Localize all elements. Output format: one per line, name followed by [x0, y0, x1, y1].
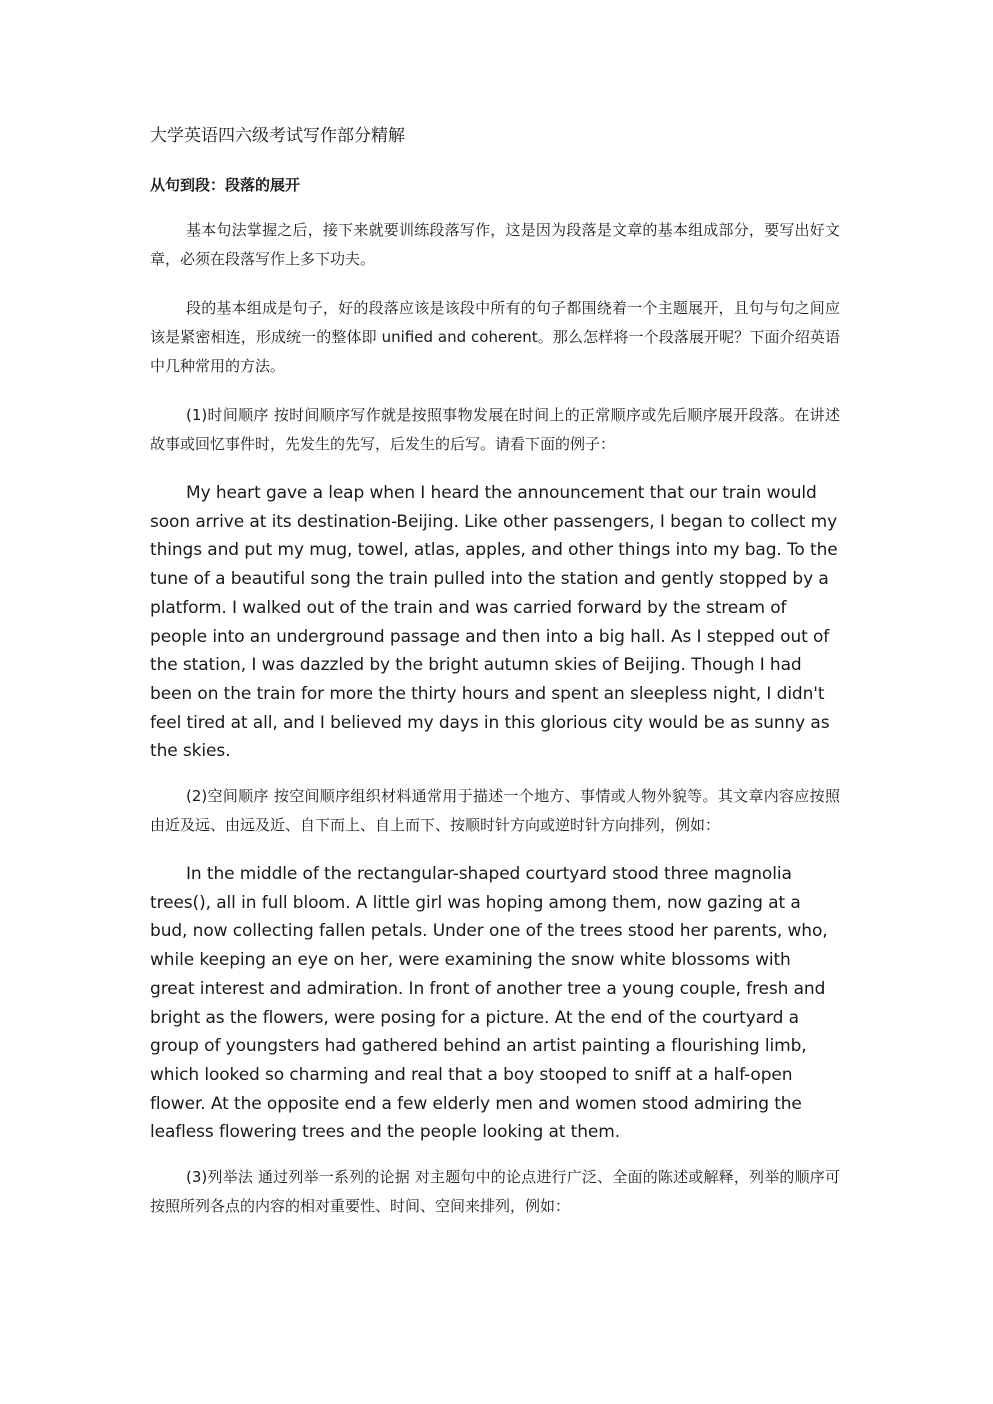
- example-space-order: In the middle of the rectangular-shaped courtyard stood three magnolia trees(), all in full bloom. A little girl was hoping among them, now gazing at a bud, now collecting fallen petals. Under one of the trees stood her parents, who, while keeping an eye on her, were examining the snow white blossoms with great interest and admiration. In front of another tree a young couple, fresh and bright as the flowers, were posing for a picture. At the end of the courtyard a group of youngsters had gathered behind an artist painting a flourishing limb, which looked so charming and real that a boy stooped to sniff at a half-open flower. At the opposite end a few elderly men and women stood admiring the leafless flowering trees and the people looking at them.: [150, 864, 828, 1143]
- paragraph-intro: 基本句法掌握之后，接下来就要训练段落写作，这是因为段落是文章的基本组成部分，要写出好文章，必须在段落写作上多下功夫。: [150, 221, 840, 268]
- paragraph-structure: 段的基本组成是句子，好的段落应该是该段中所有的句子都围绕着一个主题展开，且句与句之间应该是紧密相连，形成统一的整体即 unified and coherent。那么怎样将一个段落展开呢？下面介绍英语中几种常用的方法。: [150, 299, 840, 375]
- paragraph-time-order: (1)时间顺序 按时间顺序写作就是按照事物发展在时间上的正常顺序或先后顺序展开段落。在讲述故事或回忆事件时，先发生的先写，后发生的后写。请看下面的例子：: [150, 406, 840, 453]
- paragraph-enumeration: (3)列举法 通过列举一系列的论据 对主题句中的论点进行广泛、全面的陈述或解释，列举的顺序可按照所列各点的内容的相对重要性、时间、空间来排列，例如：: [150, 1168, 840, 1216]
- document-title: 大学英语四六级考试写作部分精解: [150, 126, 405, 146]
- example-time-order: My heart gave a leap when I heard the announcement that our train would soon arrive at its destination-Beijing. Like other passengers, I began to collect my things and put my mug, towel, atlas, apples, and other things into my bag. To the tune of a beautiful song the train pulled into the station and gently stopped by a platform. I walked out of the train and was carried forward by the stream of people into an underground passage and then into a big hall. As I stepped out of the station, I was dazzled by the bright autumn skies of Beijing. Though I had been on the train for more the thirty hours and spent an sleepless night, I didn't feel tired at all, and I believed my days in this glorious city would be as sunny as the skies.: [150, 483, 838, 762]
- section-heading: 从句到段：段落的展开: [150, 176, 301, 194]
- document-page: [150, 122, 840, 1241]
- paragraph-space-order: (2)空间顺序 按空间顺序组织材料通常用于描述一个地方、事情或人物外貌等。其文章内容应按照由近及远、由远及近、自下而上、自上而下、按顺时针方向或逆时针方向排列，例如：: [150, 787, 840, 835]
